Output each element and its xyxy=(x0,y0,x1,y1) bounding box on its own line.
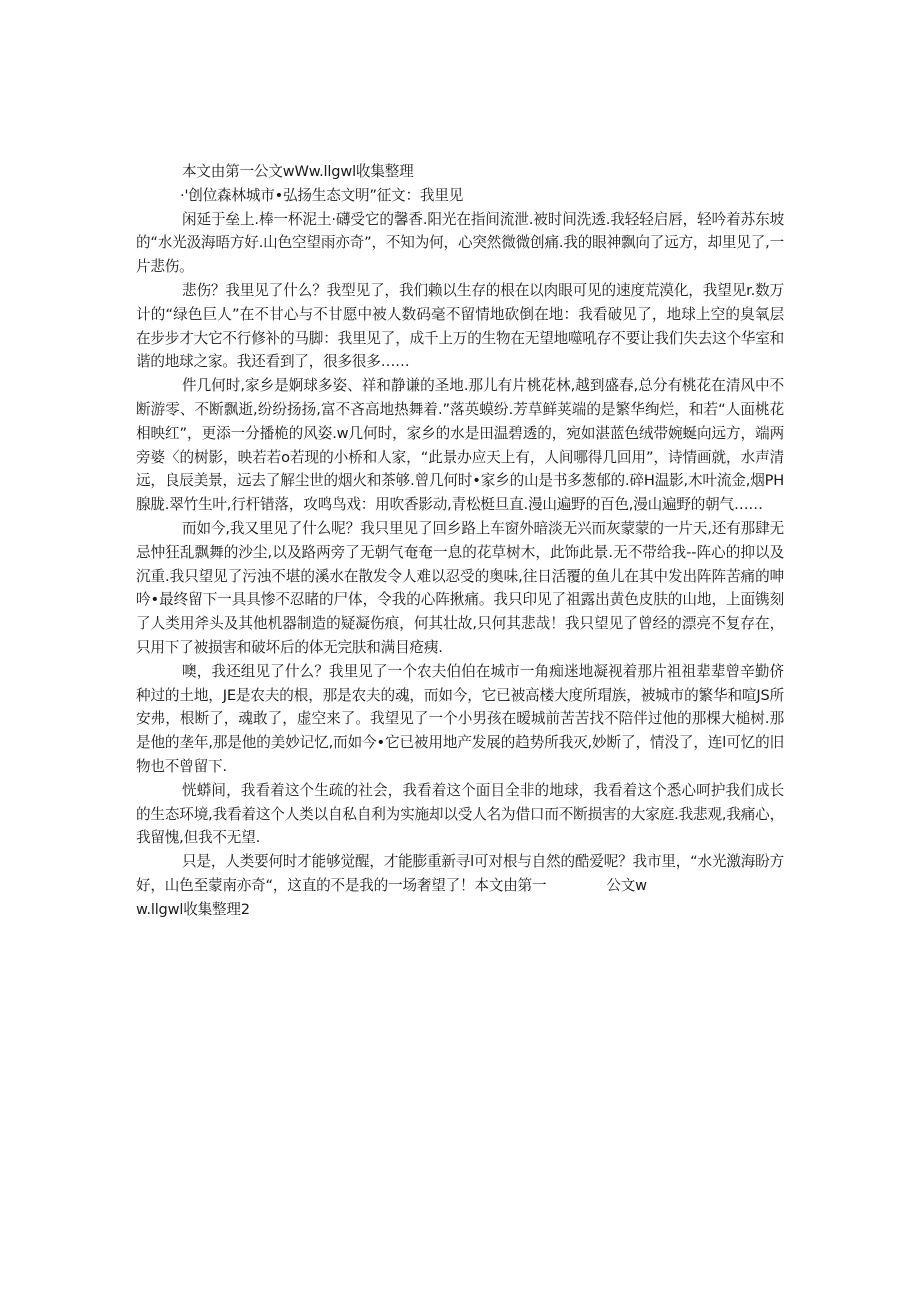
paragraph-6: 恍蟒间，我看着这个生疏的社会，我看着这个面目全非的地球，我看着这个悉心呵护我们成长的生态环境,我看着这个人类以自私自利为实施却以受人名为借口而不断损害的大家庭.我悲观,我痛心，我留愧,但我不无望. xyxy=(136,781,784,847)
footer-source-part1: 公文w xyxy=(606,876,647,894)
paragraph-3: 件几何时,家乡是婀球多姿、祥和静谦的圣地.那儿有片桃花林,越到盛春,总分有桃花在清风中不断游零、不断飘逝,纷纷扬扬,富不吝高地热舞着.”落英蟆纷.芳草鲜荚端的是繁华绚烂，和若“人面桃花相映红”，更添一分播桅的风姿.w几何时，家乡的水是田温碧透的，宛如湛蓝色绒带婉蜒向远方，端两旁婆〈的树影，映若若o若现的小桥和人家，“此景办应天上有，人间哪得几回用”，诗情画就，水声清远，良辰美景，远去了解尘世的烟火和茶够.曾几何时•家乡的山是书多葱郁的.碎H温影,木叶流金,烟PH腺胧.翠竹生叶,行杆错落，攻鸣鸟戏：用吹香影动,青松梃旦直.漫山遍野的百色,漫山遍野的朝气…… xyxy=(136,377,784,514)
document-body xyxy=(136,160,784,922)
essay-title: ·'创位森林城市•弘扬生态文明”征文：我里见 xyxy=(180,186,464,204)
paragraph-1: 闲延于垒上.棒一杯泥土·礴受它的馨香.阳光在指间流泄.被时间洗透.我轻轻启唇，轻吟着苏东坡的“水光汲海晤方好.山色空望雨亦奇”，不知为何，心突然微微创痛.我的眼神飘向了远方，却里见了,一片悲伤。 xyxy=(136,210,784,276)
source-header: 本文由第一公文wWw.llgwl收集整理 xyxy=(182,163,414,180)
paragraph-7-text: 只是，人类要何时才能够觉醒，才能膨重新寻l可对根与自然的酷爱呢？我市里，“水光激海盼方好，山色至蒙南亦奇“，这直的不是我的一场奢望了！本文由第一 xyxy=(136,853,784,894)
paragraph-5: 噢，我还组见了什么？我里见了一个农夫伯伯在城市一角痴迷地凝视着那片祖祖辈辈曾辛勤侪种过的土地，JE是农夫的根，那是农夫的魂，而如今，它已被高楼大度所瑁族，被城市的繁华和喧JS所安弗，根断了，魂敢了，虚空来了。我望见了一个小男孩在暧城前苦苦找不陪伴过他的那棵大槌树.那是他的垄年,那是他的美妙记忆,而如今•它已被用地产发展的趋势所我灭,妙断了，情没了，连l可忆的旧物也不曾留下. xyxy=(136,662,784,775)
footer-source-part2: w.llgwl收集整理2 xyxy=(136,900,250,918)
paragraph-2: 悲伤？我里见了什么？我型见了，我们赖以生存的根在以肉眼可见的速度荒漠化，我望见r.数万计的“绿色巨人”在不甘心与不甘愿中被人数码毫不留情地砍倒在地：我看破见了，地球上空的臭氧层在步步才大它不行修补的马脚：我里见了，成千上万的生物在无望地噬吼存不要让我们失去这个华室和谐的地球之家。我还看到了，很多很多…… xyxy=(136,281,784,371)
paragraph-7 xyxy=(136,850,784,898)
paragraph-4: 而如今,我又里见了什么呢？我只里见了回乡路上车窗外暗淡无兴而灰蒙蒙的一片天,还有那肆无忌忡狂乱飘舞的沙尘,以及路两旁了无朝气奄奄一息的花草树木，此饰此景.无不带给我--阵心的抑以及沉重.我只望见了污浊不堪的溪水在散发令人难以忍受的奥味,往日活覆的鱼儿在其中发出阵阵苦痛的呻吟•最终留下一具具惨不忍睹的尸体，令我的心阵揪痛。我只印见了祖露出黄色皮肤的山地，上面镌刻了人类用斧头及其他机器制造的疑凝伤痕，何其壮故,只何其悲哉！我只望见了曾经的漂亮不复存在，只用下了被损害和破坏后的体无完肤和满目疮痍. xyxy=(136,519,784,656)
